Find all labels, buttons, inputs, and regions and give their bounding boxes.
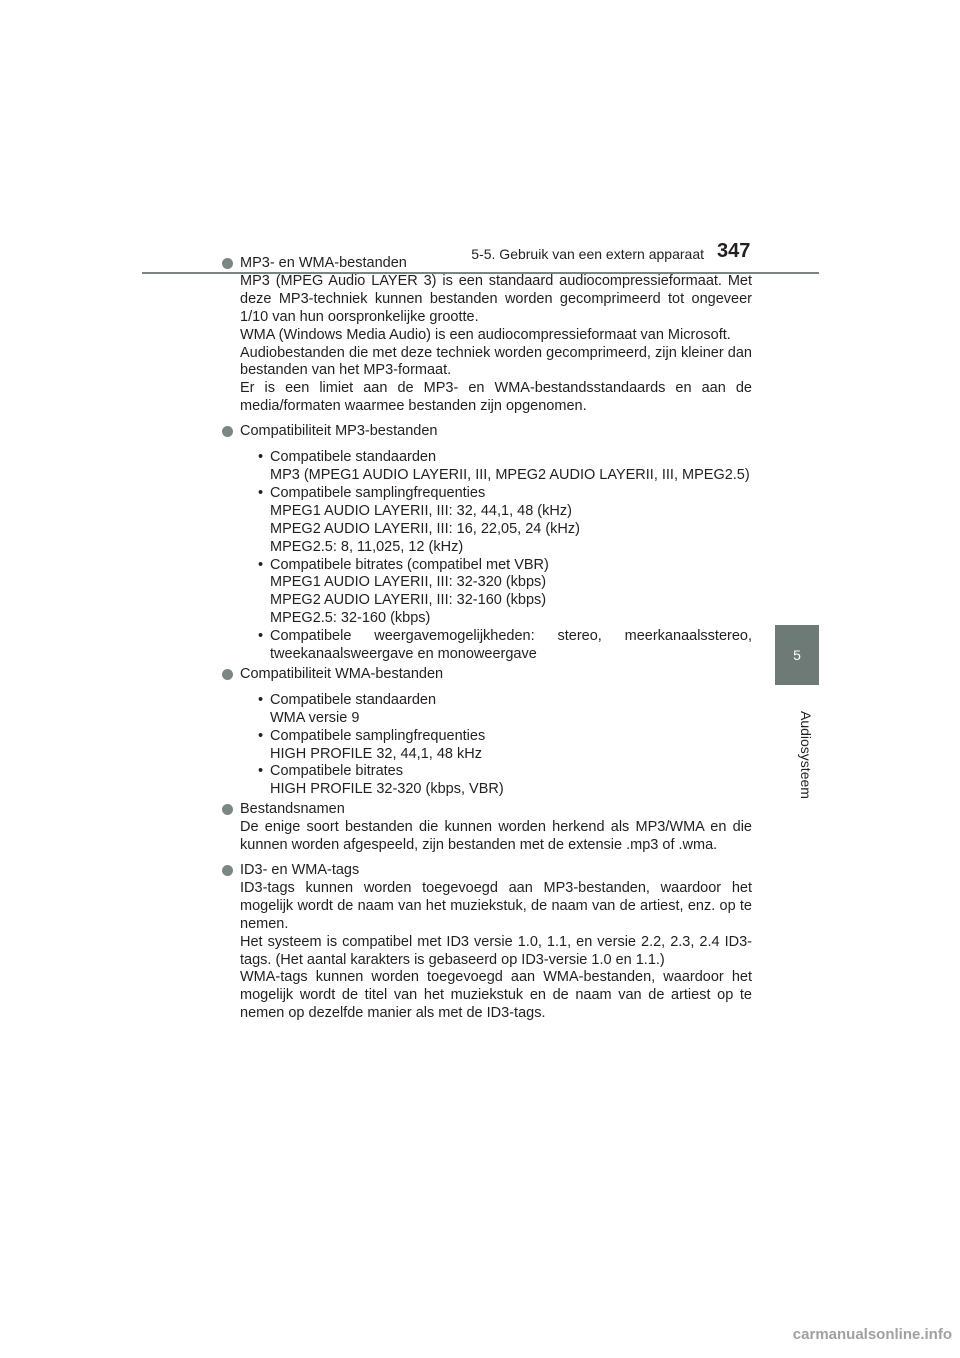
sub-bullet-icon: • bbox=[258, 556, 264, 573]
item-paragraph: WMA (Windows Media Audio) is een audiocompressieformaat van Microsoft. bbox=[240, 326, 731, 343]
item-paragraph: De enige soort bestanden die kunnen worden herkend als MP3/WMA en die kunnen worden afgespeeld, zijn bestanden met de extensie .mp3 of .wma. bbox=[240, 819, 752, 854]
sub-list bbox=[240, 692, 752, 799]
item-title: Compatibiliteit MP3-bestanden bbox=[240, 423, 438, 440]
sub-bullet-icon: • bbox=[258, 727, 264, 744]
sub-list-item bbox=[258, 449, 752, 485]
item-paragraph: Het systeem is compatibel met ID3 versie 1.0, 1.1, en versie 2.2, 2.3, 2.4 ID3-tags. (Het aantal karakters is gebaseerd op ID3-versie 1.0 en 1.1.) bbox=[240, 933, 752, 968]
sub-list-item bbox=[258, 763, 752, 799]
sub-item-value: MPEG1 AUDIO LAYERII, III: 32-320 (kbps) bbox=[270, 574, 547, 591]
sub-item-label: Compatibele samplingfrequenties bbox=[270, 727, 486, 744]
item-title: ID3- en WMA-tags bbox=[240, 862, 360, 878]
sub-list-item bbox=[258, 485, 752, 557]
sub-list-item bbox=[258, 692, 752, 728]
list-item bbox=[222, 255, 752, 416]
sub-bullet-icon: • bbox=[258, 628, 264, 645]
sub-item-value: WMA versie 9 bbox=[270, 709, 360, 726]
sub-bullet-icon: • bbox=[258, 449, 264, 466]
sub-item-value: MPEG1 AUDIO LAYERII, III: 32, 44,1, 48 (kHz) bbox=[270, 502, 572, 519]
sub-bullet-icon: • bbox=[258, 691, 264, 708]
sub-list-item bbox=[258, 728, 752, 764]
sub-item-value: HIGH PROFILE 32, 44,1, 48 kHz bbox=[270, 745, 482, 762]
list-item bbox=[222, 666, 752, 799]
sub-item-label: Compatibele weergavemogelijkheden: stereo, meerkanaalsstereo, tweekanaalsweergave en monoweergave bbox=[270, 628, 752, 663]
bullet-icon bbox=[222, 258, 233, 269]
item-paragraph: ID3-tags kunnen worden toegevoegd aan MP3-bestanden, waardoor het mogelijk wordt de naam van het muziekstuk, de naam van de artiest, enz. op te nemen. bbox=[240, 879, 752, 932]
chapter-label: Audiosysteem bbox=[798, 711, 814, 799]
item-paragraph: MP3 (MPEG Audio LAYER 3) is een standaard audiocompressieformaat. Met deze MP3-techniek kunnen bestanden worden gecomprimeerd tot ongeveer 1/10 van hun oorspronkelijke grootte. bbox=[240, 272, 752, 325]
item-paragraph: Audiobestanden die met deze techniek worden gecomprimeerd, zijn kleiner dan bestanden van het MP3-formaat. bbox=[240, 344, 752, 379]
chapter-tab bbox=[775, 625, 819, 685]
sub-item-label: Compatibele bitrates bbox=[270, 763, 403, 780]
sub-list bbox=[240, 449, 752, 664]
list-item bbox=[222, 801, 752, 855]
sub-item-value: MP3 (MPEG1 AUDIO LAYERII, III, MPEG2 AUDIO LAYERII, III, MPEG2.5) bbox=[270, 466, 750, 483]
bullet-icon bbox=[222, 804, 233, 815]
sub-item-value: MPEG2.5: 32-160 (kbps) bbox=[270, 610, 431, 627]
sub-item-value: MPEG2 AUDIO LAYERII, III: 16, 22,05, 24 (kHz) bbox=[270, 520, 580, 537]
list-item bbox=[222, 862, 752, 1023]
bullet-icon bbox=[222, 426, 233, 437]
sub-bullet-icon: • bbox=[258, 763, 264, 780]
page-number: 347 bbox=[717, 240, 751, 262]
sub-item-label: Compatibele standaarden bbox=[270, 691, 437, 708]
section-header: 5-5. Gebruik van een extern apparaat bbox=[471, 246, 704, 262]
list-item bbox=[222, 423, 752, 664]
watermark: carmanualsonline.info bbox=[792, 1326, 952, 1343]
chapter-number: 5 bbox=[793, 647, 801, 663]
item-paragraph: Er is een limiet aan de MP3- en WMA-bestandsstandaards en aan de media/formaten waarmee bestanden zijn opgenomen. bbox=[240, 380, 752, 415]
sub-item-value: MPEG2 AUDIO LAYERII, III: 32-160 (kbps) bbox=[270, 592, 547, 609]
item-title: Bestandsnamen bbox=[240, 801, 345, 818]
sub-list-item bbox=[258, 628, 752, 664]
sub-bullet-icon: • bbox=[258, 484, 264, 501]
sub-list-item bbox=[258, 557, 752, 629]
main-content bbox=[222, 255, 752, 1025]
sub-item-label: Compatibele samplingfrequenties bbox=[270, 484, 486, 501]
sub-item-label: Compatibele standaarden bbox=[270, 449, 437, 466]
sub-item-value: MPEG2.5: 8, 11,025, 12 (kHz) bbox=[270, 538, 464, 555]
item-title: MP3- en WMA-bestanden bbox=[240, 255, 407, 271]
sub-item-label: Compatibele bitrates (compatibel met VBR) bbox=[270, 556, 549, 573]
item-paragraph: WMA-tags kunnen worden toegevoegd aan WMA-bestanden, waardoor het mogelijk wordt de titel van het muziekstuk en de naam van de artiest op te nemen op dezelfde manier als met de ID3-tags. bbox=[240, 969, 752, 1022]
item-title: Compatibiliteit WMA-bestanden bbox=[240, 665, 444, 682]
bullet-icon bbox=[222, 865, 233, 876]
bullet-icon bbox=[222, 669, 233, 680]
sub-item-value: HIGH PROFILE 32-320 (kbps, VBR) bbox=[270, 781, 504, 798]
